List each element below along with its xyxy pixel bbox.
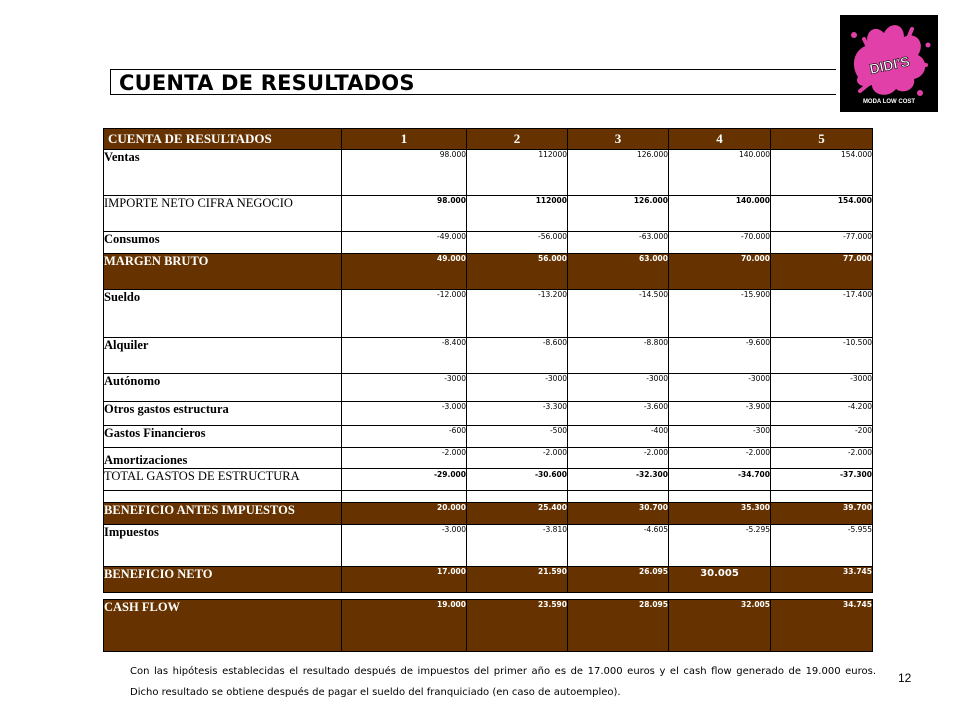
cell-value: 17.000 [342,567,467,593]
cell-value: -29.000 [342,469,467,491]
cell-value: 34.745 [771,600,873,652]
cell-value: -5.295 [669,525,771,567]
cell-value: -34.700 [669,469,771,491]
cell-value: -3.300 [467,402,568,426]
empty-cell [104,491,342,503]
row-label: BENEFICIO NETO [104,567,342,593]
cell-value: 39.700 [771,503,873,525]
results-table [103,128,873,652]
empty-cell [342,491,467,503]
cell-value: 26.095 [568,567,669,593]
cell-value: 19.000 [342,600,467,652]
row-label: IMPORTE NETO CIFRA NEGOCIO [104,196,342,232]
table-row-beneficio-antes-impuestos [104,503,873,525]
cell-value: -3.000 [342,525,467,567]
cell-value: -3000 [771,374,873,402]
header-cell-year-1: 1 [342,129,467,150]
row-label: Gastos Financieros [104,426,342,448]
empty-cell [771,491,873,503]
table-spacer [104,593,873,600]
header-cell-year-3: 3 [568,129,669,150]
cell-value: -3.000 [342,402,467,426]
cell-value: -63.000 [568,232,669,254]
table-row-ventas [104,150,873,196]
cell-value: -3.810 [467,525,568,567]
cell-value: 126.000 [568,150,669,196]
cell-value: 112000 [467,196,568,232]
cell-value: 30.700 [568,503,669,525]
cell-value: -30.600 [467,469,568,491]
cell-value: 30.005 [669,567,771,593]
cell-value: -3000 [669,374,771,402]
cell-value: 70.000 [669,254,771,290]
row-label: MARGEN BRUTO [104,254,342,290]
cell-value: -15.900 [669,290,771,338]
cell-value: -4.605 [568,525,669,567]
row-label: TOTAL GASTOS DE ESTRUCTURA [104,469,342,491]
cell-value: 98.000 [342,196,467,232]
row-label: CASH FLOW [104,600,342,652]
cell-value: 154.000 [771,196,873,232]
cell-value: -10.500 [771,338,873,374]
cell-value: 140.000 [669,196,771,232]
cell-value: -12.000 [342,290,467,338]
spacer-cell [104,593,873,600]
row-label: Alquiler [104,338,342,374]
logo-brand-text: DIDI'S [868,52,912,78]
cell-value: 63.000 [568,254,669,290]
cell-value: -4.200 [771,402,873,426]
cell-value: -32.300 [568,469,669,491]
cell-value: -3000 [342,374,467,402]
cell-value: -400 [568,426,669,448]
table-row-margen-bruto [104,254,873,290]
cell-value: -2.000 [467,448,568,469]
cell-value: 23.590 [467,600,568,652]
cell-value: -56.000 [467,232,568,254]
didis-logo-graphic [840,15,938,112]
page-title: CUENTA DE RESULTADOS [110,69,836,95]
row-label: Impuestos [104,525,342,567]
table-row-cash-flow [104,600,873,652]
row-label: BENEFICIO ANTES IMPUESTOS [104,503,342,525]
cell-value: 56.000 [467,254,568,290]
empty-cell [669,491,771,503]
header-cell-year-5: 5 [771,129,873,150]
cell-value: -14.500 [568,290,669,338]
cell-value: -2.000 [568,448,669,469]
cell-value: -5.955 [771,525,873,567]
cell-value: -300 [669,426,771,448]
cell-value: -8.600 [467,338,568,374]
cell-value: -200 [771,426,873,448]
header-cell-label: CUENTA DE RESULTADOS [104,129,342,150]
header-cell-year-2: 2 [467,129,568,150]
empty-cell [467,491,568,503]
cell-value: 25.400 [467,503,568,525]
table-row-amortizaciones [104,448,873,469]
cell-value: -17.400 [771,290,873,338]
cell-value: -77.000 [771,232,873,254]
cell-value: -8.800 [568,338,669,374]
table-row-beneficio-neto [104,567,873,593]
cell-value: -37.300 [771,469,873,491]
row-label: Autónomo [104,374,342,402]
cell-value: 154.000 [771,150,873,196]
cell-value: 35.300 [669,503,771,525]
cell-value: -2.000 [342,448,467,469]
cell-value: 33.745 [771,567,873,593]
cell-value: 126.000 [568,196,669,232]
cell-value: -9.600 [669,338,771,374]
cell-value: -70.000 [669,232,771,254]
table-row-gastos-financieros [104,426,873,448]
table-row-empty [104,491,873,503]
cell-value: 112000 [467,150,568,196]
row-label: Sueldo [104,290,342,338]
row-label: Amortizaciones [104,448,342,469]
cell-value: 77.000 [771,254,873,290]
cell-value: 98.000 [342,150,467,196]
table-row-sueldo [104,290,873,338]
cell-value: -3000 [568,374,669,402]
cell-value: -500 [467,426,568,448]
table-row-otros-gastos [104,402,873,426]
logo-tagline-text: MODA LOW COST [862,99,916,105]
table-row-autonomo [104,374,873,402]
row-label: Otros gastos estructura [104,402,342,426]
table-row-impuestos [104,525,873,567]
cell-value: 20.000 [342,503,467,525]
table-header-row [104,129,873,150]
cell-value: -49.000 [342,232,467,254]
footnote-text: Con las hipótesis establecidas el resultado después de impuestos del primer año es de 17.000 euros y el cash flow generado de 19.000 euros. Dicho resultado se obtiene después de pagar el sueldo del franquiciado (en caso de autoempleo). [130,666,876,698]
header-cell-year-4: 4 [669,129,771,150]
row-label: Ventas [104,150,342,196]
table-row-alquiler [104,338,873,374]
cell-value: 21.590 [467,567,568,593]
cell-value: -3.900 [669,402,771,426]
cell-value: 140.000 [669,150,771,196]
cell-value: -3000 [467,374,568,402]
didis-logo [840,15,938,112]
page-number: 12 [898,671,912,685]
cell-value: -13.200 [467,290,568,338]
cell-value: 32.005 [669,600,771,652]
cell-value: -2.000 [771,448,873,469]
table-row-consumos [104,232,873,254]
cell-value: -3.600 [568,402,669,426]
cell-value: -600 [342,426,467,448]
table-row-importe-neto [104,196,873,232]
cell-value: -8.400 [342,338,467,374]
cell-value: -2.000 [669,448,771,469]
cell-value: 49.000 [342,254,467,290]
cell-value: 28.095 [568,600,669,652]
row-label: Consumos [104,232,342,254]
empty-cell [568,491,669,503]
table-row-total-gastos [104,469,873,491]
